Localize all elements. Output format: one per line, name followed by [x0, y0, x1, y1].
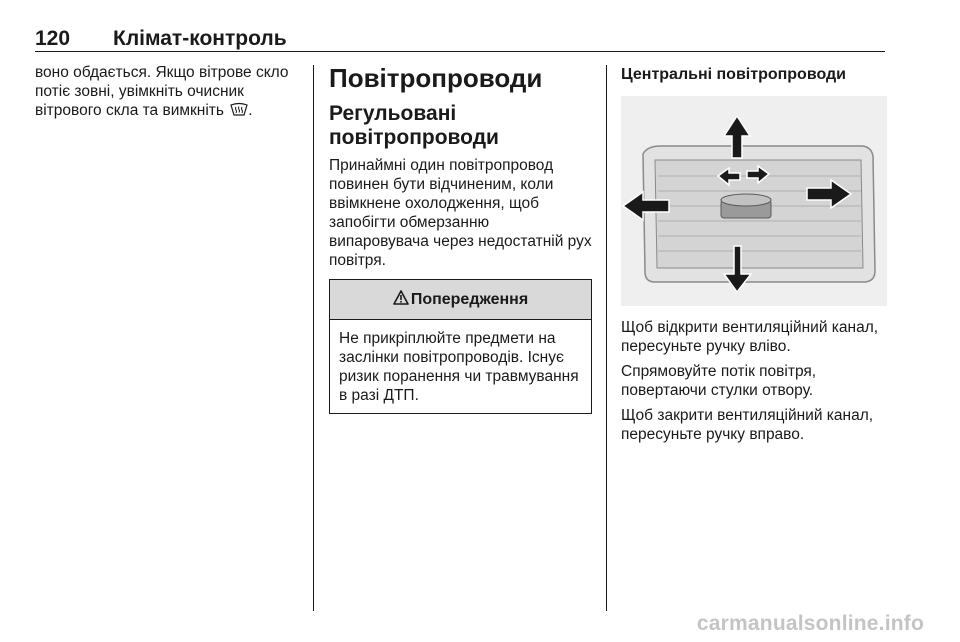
subsection-text: Принаймні один повітропровод повинен бути відчиненим, коли ввімкнене охолодження, щоб запобігти обмерзанню випаровувача через недостатній рух повітря. — [329, 157, 592, 269]
warning-triangle-icon — [393, 290, 409, 310]
warning-text: Не прикріплюйте предмети на заслінки повітропроводів. Існує ризик поранення чи травмування в разі ДТП. — [339, 330, 579, 404]
instruction-direct: Спрямовуйте потік повітря, повертаючи стулки отвору. — [621, 363, 817, 399]
central-vents-instructions — [621, 318, 889, 444]
vent-knob — [721, 194, 771, 218]
column-divider-1 — [313, 65, 314, 611]
warning-header — [330, 280, 591, 320]
central-vents-heading: Центральні повітропроводи — [621, 66, 846, 83]
windshield-defrost-icon — [230, 102, 248, 122]
continued-text: воно обдається. Якщо вітрове скло потіє зовні, увімкніть очисник вітрового скла та вимкніть — [35, 64, 289, 119]
column-1 — [35, 63, 303, 122]
warning-title: Попередження — [410, 290, 529, 308]
header-rule — [35, 51, 885, 52]
column-2 — [329, 63, 593, 414]
continued-text-end: . — [248, 102, 253, 119]
chapter-title: Клімат-контроль — [113, 27, 287, 50]
subsection-title: Регульовані повітропроводи — [329, 102, 499, 149]
continued-paragraph — [35, 63, 303, 122]
warning-box — [329, 279, 592, 414]
watermark: carmanualsonline.info — [696, 612, 924, 635]
center-air-vent-illustration — [621, 96, 887, 306]
section-title: Повітропроводи — [329, 63, 543, 93]
column-divider-2 — [606, 65, 607, 611]
instruction-close: Щоб закрити вентиляційний канал, пересуньте ручку вправо. — [621, 407, 874, 443]
column-3 — [621, 63, 889, 444]
page-number: 120 — [35, 27, 71, 50]
instruction-open: Щоб відкрити вентиляційний канал, пересуньте ручку вліво. — [621, 319, 879, 355]
